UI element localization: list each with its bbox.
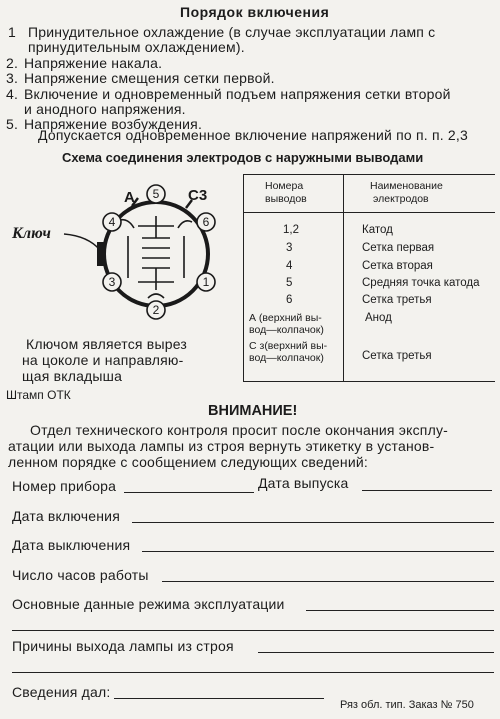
electrode-structure xyxy=(120,216,192,298)
step-5-text: Напряжение возбуждения. xyxy=(24,116,203,132)
key-note-line-1: Ключом является вырез xyxy=(26,336,187,352)
pin-2-label: 2 xyxy=(152,303,160,317)
allowed-note: Допускается одновременное включение напряжений по п. п. 2,3 xyxy=(38,127,468,143)
table-top-border xyxy=(243,174,495,175)
pin-3-label: 3 xyxy=(108,275,116,289)
field-hours-line[interactable] xyxy=(162,581,494,582)
table-bottom-border xyxy=(243,381,495,382)
field-on-date-label: Дата включения xyxy=(12,508,120,524)
table-row-3-num: 4 xyxy=(286,260,293,272)
attention-line-1: Отдел технического контроля просит после окончания эксплу- xyxy=(30,422,449,438)
field-device-number-line[interactable] xyxy=(124,492,254,493)
field-device-number-label: Номер прибора xyxy=(12,478,117,494)
table-column-divider xyxy=(343,174,344,382)
field-failure-reasons-line-2[interactable] xyxy=(12,672,494,673)
key-notch xyxy=(97,242,105,266)
field-hours-label: Число часов работы xyxy=(12,567,149,583)
key-arrow xyxy=(64,234,100,250)
step-1-text: Принудительное охлаждение (в случае эксплуатации ламп с xyxy=(28,24,436,40)
step-2-text: Напряжение накала. xyxy=(24,55,163,71)
field-info-given-label: Сведения дал: xyxy=(12,684,111,700)
pin-4-label: 4 xyxy=(108,215,116,229)
step-3-number: 3. xyxy=(6,70,19,86)
label-A: А xyxy=(124,189,135,206)
field-off-date-label: Дата выключения xyxy=(12,537,131,553)
field-mode-data-label: Основные данные режима эксплуатации xyxy=(12,596,285,612)
attention-title: ВНИМАНИЕ! xyxy=(208,403,298,419)
field-mode-data-line-1[interactable] xyxy=(306,610,494,611)
step-4-text-cont: и анодного напряжения. xyxy=(24,101,186,117)
table-row-7-num: С з(верхний вы- xyxy=(249,340,328,352)
field-off-date-line[interactable] xyxy=(142,551,494,552)
table-row-4-num: 5 xyxy=(286,277,293,289)
table-row-7-name: Сетка третья xyxy=(362,350,432,362)
table-row-4-name: Средняя точка катода xyxy=(362,277,480,289)
field-mode-data-line-2[interactable] xyxy=(12,630,494,631)
pin-1-label: 1 xyxy=(202,275,210,289)
footer-print-info: Ряз обл. тип. Заказ № 750 xyxy=(340,699,474,711)
step-1-number: 1 xyxy=(8,24,16,40)
table-row-2-name: Сетка первая xyxy=(362,242,435,254)
step-5-number: 5. xyxy=(6,116,19,132)
table-row-6-num: А (верхний вы- xyxy=(249,312,322,324)
table-header-name-2: электродов xyxy=(373,193,429,205)
step-1-text-cont: принудительным охлаждением). xyxy=(28,39,245,55)
scheme-title: Схема соединения электродов с наружными выводами xyxy=(62,150,424,165)
field-failure-reasons-label: Причины выхода лампы из строя xyxy=(12,638,234,654)
step-4-text: Включение и одновременный подъем напряжения сетки второй xyxy=(24,86,451,102)
tube-base-diagram xyxy=(8,178,240,330)
table-row-6-name: Анод xyxy=(365,312,392,324)
step-4-number: 4. xyxy=(6,86,19,102)
field-release-date-line[interactable] xyxy=(362,490,492,491)
field-failure-reasons-line-1[interactable] xyxy=(258,652,494,653)
key-note-line-2: на цоколе и направляю- xyxy=(22,352,184,368)
table-row-6-num-cont: вод—колпачок) xyxy=(249,324,324,336)
label-C3: С3 xyxy=(188,187,208,204)
key-note-line-3: щая вкладыша xyxy=(22,368,123,384)
attention-line-2: атации или выхода лампы из строя вернуть этикетку в установ- xyxy=(8,438,435,454)
table-header-name-1: Наименование xyxy=(370,180,443,192)
table-row-1-num: 1,2 xyxy=(283,224,299,236)
table-header-divider xyxy=(243,212,495,213)
pin-6-label: 6 xyxy=(202,215,210,229)
table-row-5-name: Сетка третья xyxy=(362,294,432,306)
table-row-3-name: Сетка вторая xyxy=(362,260,433,272)
field-on-date-line[interactable] xyxy=(132,522,494,523)
attention-line-3: ленном порядке с сообщением следующих сведений: xyxy=(8,454,368,470)
table-row-7-num-cont: вод—колпачок) xyxy=(249,352,324,364)
field-info-given-line[interactable] xyxy=(114,698,324,699)
step-3-text: Напряжение смещения сетки первой. xyxy=(24,70,275,86)
table-header-num-2: выводов xyxy=(265,193,307,205)
table-row-2-num: 3 xyxy=(286,242,293,254)
table-left-border xyxy=(243,174,244,382)
table-row-1-name: Катод xyxy=(362,224,393,236)
field-release-date-label: Дата выпуска xyxy=(258,475,349,491)
stamp-label: Штамп ОТК xyxy=(6,388,71,402)
step-2-number: 2. xyxy=(6,55,19,71)
page-title: Порядок включения xyxy=(180,4,330,20)
pin-5-label: 5 xyxy=(152,187,160,201)
key-label: Ключ xyxy=(12,225,51,242)
table-row-5-num: 6 xyxy=(286,294,293,306)
table-header-num-1: Номера xyxy=(265,180,304,192)
